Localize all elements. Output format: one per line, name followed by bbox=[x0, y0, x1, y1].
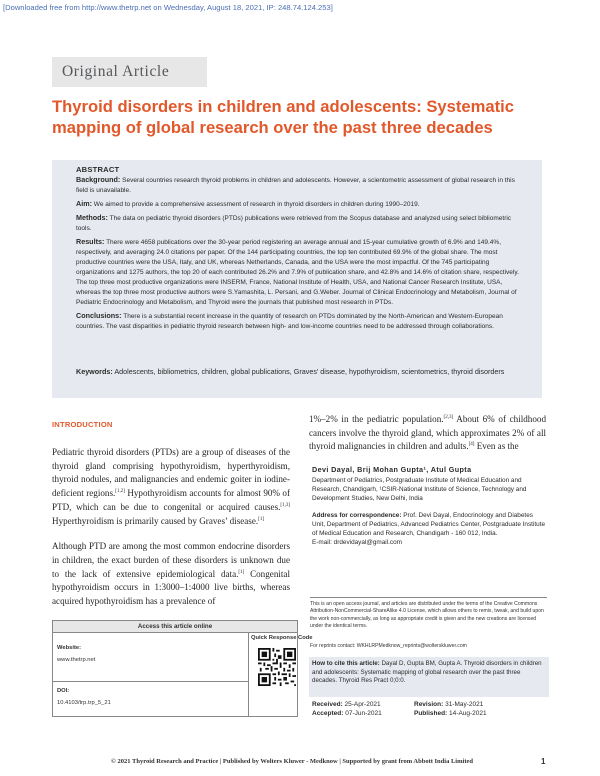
website-label: Website: bbox=[57, 645, 82, 651]
correspondence: Address for correspondence: Prof. Devi Dayal, Endocrinology and Diabetes Unit, Department of Pediatrics, Advanced Pediatrics Center, Postgraduate Institute of Medical Education and Research, Chandigarh - 160 012, India. bbox=[312, 512, 546, 537]
abstract-methods: Methods: The data on pediatric thyroid disorders (PTDs) publications were retrieved from the Scopus database and analyzed using select bibliometric tools. bbox=[76, 213, 512, 232]
abstract-heading: ABSTRACT bbox=[76, 165, 120, 174]
footer: © 2021 Thyroid Research and Practice | Published by Wolters Kluwer - Medknow | Supported by grant from Abbott India Limited bbox=[111, 758, 473, 765]
divider bbox=[310, 597, 547, 598]
citation-box: How to cite this article: Dayal D, Gupta BM, Gupta A. Thyroid disorders in children and adolescents: Systematic mapping of global research over the past three decades. Thyroid Res Pract 0;0:0. bbox=[309, 657, 549, 697]
doi-label: DOI: bbox=[57, 688, 70, 694]
qr-label: Quick Response Code bbox=[251, 635, 313, 641]
abstract-conclusions: Conclusions: There is a substantial recent increase in the quantity of research on PTDs dominated by the North-American and Western-European countries. The vast disparities in pediatric thyroid research between high- and low-income countries need to be addressed through collaborations. bbox=[76, 311, 503, 330]
intro-paragraph-2: Although PTD are among the most common endocrine disorders in children, the exact burden of these disorders is unknown due to the lack of extensive epidemiological data.[1] Congenital hypothyroidism occurs in 1:3000–1:4000 live births, whereas acquired hypothyroidism has a prevalence of bbox=[52, 541, 290, 607]
column-2-text bbox=[309, 413, 546, 454]
author-affiliations bbox=[312, 465, 547, 575]
abstract-results: Results: There were 4658 publications over the 30-year period registering an average annual and 15-year cumulative growth of 6.9% and 149.4%, respectively, and averaging 24.0 citations per paper. Of the 144 participating countries, the top ten contributed 69.9% of the global share. The most productive countries were the USA, Italy, and UK, whereas Netherlands, Canada, and the USA were the most impactful. Of the 745 participating organizations and 1275 authors, the top 20 of each contributed 26.2% and 7.9% of publication share, and 42.8% and 14.6% of citation share, respectively. The top three most productive organizations were INSERM, France, National Institute of Health, USA, and National Cancer Research Institute, USA, whereas the top three most productive authors were S.Yamashita, L. Persani, and G.Weber. Journal of Clinical Endocrinology and Metabolism, Journal of Pediatric Endocrinology and Metabolism, and Thyroid were the journals that published most research in PTDs. bbox=[76, 237, 519, 306]
article-type-badge bbox=[52, 57, 207, 87]
intro-continuation: 1%–2% in the pediatric population.[2,3] About 6% of childhood cancers involve the thyroid gland, which approximates 2% of all thyroid malignancies in children and adults.[4] Even as the bbox=[309, 414, 546, 452]
website-link[interactable]: www.thetrp.net bbox=[57, 657, 96, 663]
intro-paragraph-1: Pediatric thyroid disorders (PTDs) are a group of diseases of the thyroid gland comprising hypothyroidism, hyperthyroidism, thyroid nodules, and malignancies and endemic goiter in iodine-deficient regions.[1,2] Hypothyroidism accounts for almost 90% of PTD, which can be due to congenital or acquired causes.[1,3] Hyperthyroidism is primarily caused by Graves’ disease.[1] bbox=[52, 447, 290, 526]
reprints-contact: For reprints contact: WKHLRPMedknow_reprints@wolterskluwer.com bbox=[310, 643, 467, 649]
abstract-aim: Aim: We aimed to provide a comprehensive assessment of research in thyroid disorders in children during 1990–2019. bbox=[76, 199, 420, 208]
introduction-heading: INTRODUCTION bbox=[52, 420, 113, 429]
qr-code-icon[interactable] bbox=[258, 648, 296, 686]
abstract-background: Background: Several countries research thyroid problems in children and adolescents. However, a scientometric assessment of global research in this field is unavailable. bbox=[76, 175, 515, 194]
download-note: [Downloaded free from http://www.thetrp.net on Wednesday, August 18, 2021, IP: 248.74.124.253] bbox=[3, 3, 333, 12]
page-number: 1 bbox=[541, 757, 546, 766]
access-online-box bbox=[52, 620, 313, 717]
column-1-text bbox=[52, 446, 290, 609]
email[interactable]: E-mail: drdevidayal@gmail.com bbox=[312, 539, 402, 546]
affiliation-text: Department of Pediatrics, Postgraduate Institute of Medical Education and Research, Chandigarh, ¹CSIR-National Institute of Science, Technology and Development Studies, New Delhi, India bbox=[312, 477, 527, 502]
article-dates: Received: 25-Apr-2021 Revision: 31-May-2021 Accepted: 07-Jun-2021 Published: 14-Aug-2021 bbox=[312, 701, 487, 717]
abstract bbox=[76, 165, 528, 335]
access-header: Access this article online bbox=[53, 621, 297, 633]
keywords: Keywords: Adolescents, bibliometrics, children, global publications, Graves’ disease, hypothyroidism, scientometrics, thyroid disorders bbox=[76, 367, 505, 376]
doi-link[interactable]: 10.4103/trp.trp_5_21 bbox=[57, 700, 111, 706]
article-type: Original Article bbox=[62, 63, 170, 80]
license-text: This is an open access journal, and articles are distributed under the terms of the Creative Commons Attribution-NonCommercial-ShareAlike 4.0 License, which allows others to remix, tweak, and build upon the work non-commercially, as long as appropriate credit is given and the new creations are licensed under the identical terms. bbox=[310, 601, 544, 629]
author-list: Devi Dayal, Brij Mohan Gupta¹, Atul Gupta bbox=[312, 465, 472, 474]
article-title: Thyroid disorders in children and adolescents: Systematic mapping of global research over the past three decades bbox=[52, 97, 514, 137]
